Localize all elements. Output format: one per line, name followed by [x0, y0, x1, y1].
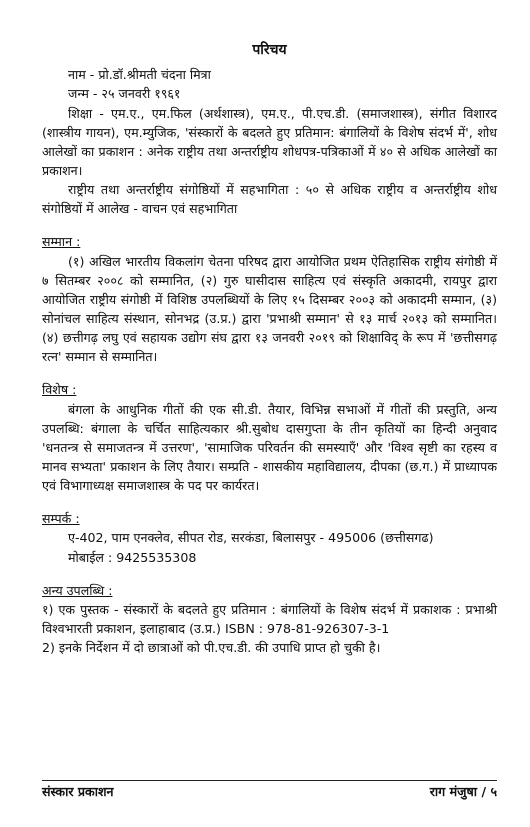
other-item-2: 2) इनके निर्देशन में दो छात्राओं को पी.एच.डी. की उपाधि प्राप्त हो चुकी है।: [42, 640, 381, 656]
other-item-1: १) एक पुस्तक - संस्कारों के बदलते हुए प्रतिमान : बंगालियों के विशेष संदर्भ में प्रकाशक : प्रभाश्री विश्वभारती प्रकाशन, इलाहाबाद (उ.प्र.) ISBN : 978-81-926307-3-1: [42, 601, 497, 636]
page-footer: [42, 780, 497, 800]
special-text: बंगला के आधुनिक गीतों की एक सी.डी. तैयार, विभिन्न सभाओं में गीतों की प्रस्तुति, अन्य उपलब्धि: बंगाला के चर्चित साहित्यकार श्री.सुबोध दासगुप्ता के तीन कृतियों का हिन्दी अनुवाद 'धनतन्त्र से समाजतन्त्र में उत्तरण', 'सामाजिक परिवर्तन की समस्याएँ' और 'विश्व सृष्टी का रहस्य व मानव सभ्यता' प्रकाशन के लिए तैयार। सम्प्रति - शासकीय महाविद्यालय, दीपका (छ.ग.) में प्राध्यापक एवं विभागाध्यक्ष समाजशास्त्र के पद पर कार्यरत।: [42, 401, 497, 494]
contact-address: ए-402, पाम एनक्लेव, सीपत रोड, सरकंडा, बिलासपुर - 495006 (छत्तीसगढ): [68, 530, 434, 546]
honors-heading: सम्मान :: [42, 234, 81, 250]
other-heading: अन्य उपलब्धि :: [42, 582, 113, 598]
page-body: [42, 40, 497, 657]
intro-birth: जन्म - २५ जनवरी १९६१: [68, 86, 181, 102]
intro-education: शिक्षा - एम.ए., एम.फिल (अर्थशास्त्र), एम.ए., पी.एच.डी. (समाजशास्त्र), संगीत विशारद (शास्त्रीय गायन), एम.म्युजिक, 'संस्कारों के बदलते हुए प्रतिमान: बंगालियों के विशेष संदर्भ में', शोध आलेखों का प्रकाशन : अनेक राष्ट्रीय तथा अन्तर्राष्ट्रीय शोधपत्र-पत्रिकाओं में ४० से अधिक आलेखों का प्रकाशन।: [42, 105, 497, 178]
page-title: परिचय: [252, 42, 287, 58]
special-heading: विशेष :: [42, 382, 77, 398]
contact-heading: सम्पर्क :: [42, 511, 80, 527]
honors-text: (१) अखिल भारतीय विकलांग चेतना परिषद द्वारा आयोजित प्रथम ऐतिहासिक राष्ट्रीय संगोष्ठी में ७ सितम्बर २००८ को सम्मानित, (२) गुरु घासीदास साहित्य एवं संस्कृति अकादमी, रायपुर द्वारा आयोजित राष्ट्रीय संगोष्ठी में विशिष्ठ उपलब्धियों के लिए १५ दिसम्बर २००३ को अकादमी सम्मान, (३) सोनांचल साहित्य संस्थान, सोनभद्र (उ.प्र.) द्वारा 'प्रभाश्री सम्मान' से १३ मार्च २०१३ को सम्मानित। (४) छत्तीगढ़ लघु एवं सहायक उद्योग संघ द्वारा १३ जनवरी २०१९ को शिक्षाविद् के रूप में 'छत्तीसगढ़ रत्न' सम्मान से सम्मानित।: [42, 253, 497, 365]
footer-publisher: संस्कार प्रकाशन: [42, 784, 114, 799]
intro-name: नाम - प्रो.डॉ.श्रीमती चंदना मित्रा: [68, 67, 211, 83]
intro-seminars: राष्ट्रीय तथा अन्तर्राष्ट्रीय संगोष्ठियों में सहभागिता : ५० से अधिक राष्ट्रीय व अन्तर्राष्ट्रीय शोध संगोष्ठियों में आलेख - वाचन एवं सहभागिता: [42, 182, 497, 217]
contact-mobile: मोबाईल : 9425535308: [68, 549, 197, 565]
footer-page-number: राग मंजुषा / ५: [429, 784, 497, 799]
